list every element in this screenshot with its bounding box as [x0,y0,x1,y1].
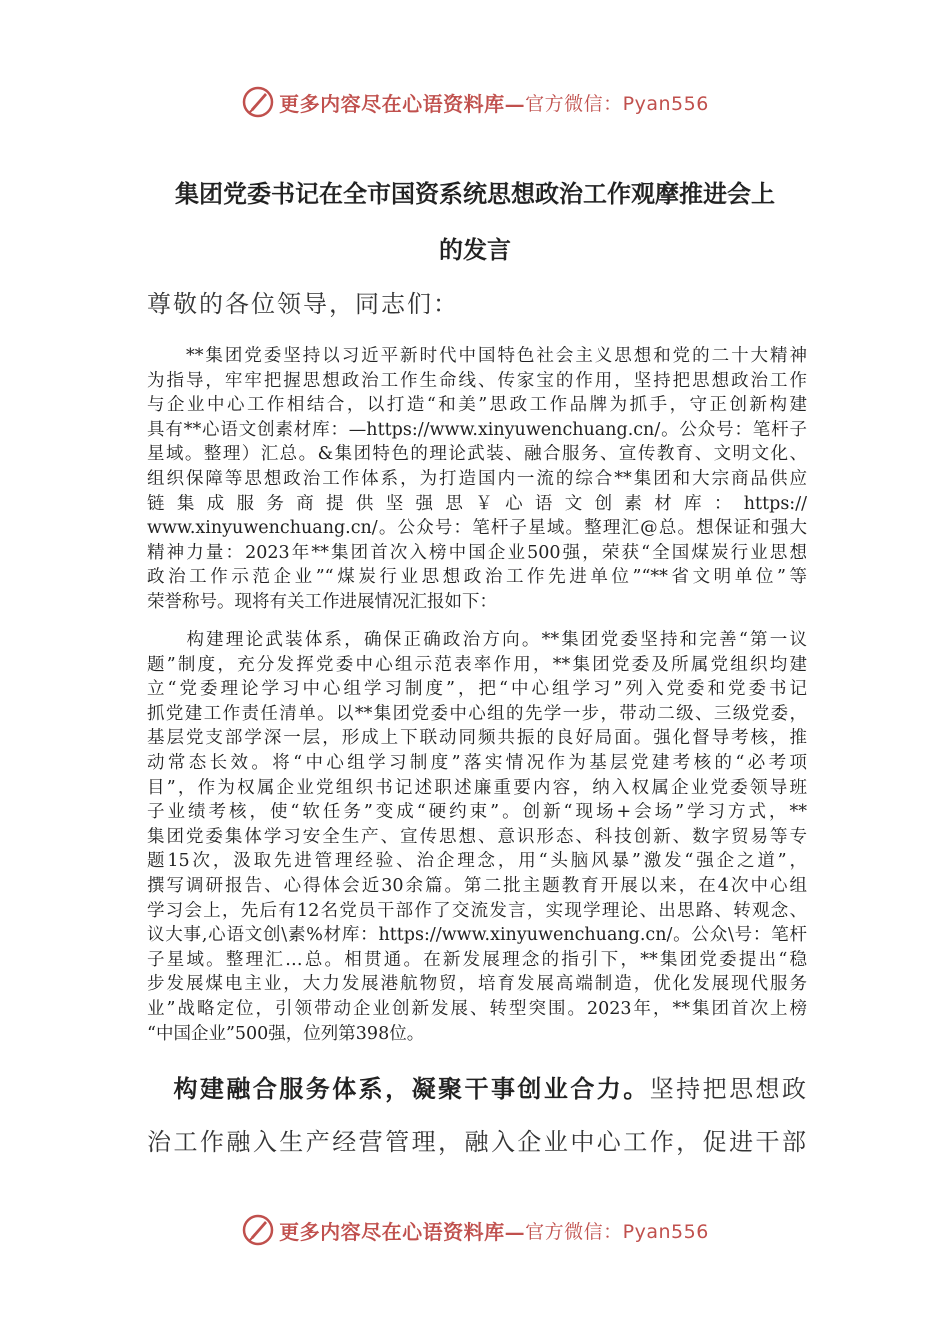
top-watermark-banner [0,82,950,122]
paragraph-line: 立“党委理论学习中心组学习制度”，把“中心组学习”列入党委和党委书记 [147,679,807,700]
paragraph-line: 业”战略定位，引领带动企业创新发展、转型突围。2023年，**集团首次上榜 [147,998,807,1019]
section-paragraph [147,1062,807,1169]
banner-text: 更多内容尽在心语资料库— [279,1219,526,1244]
paragraph-line: 撰写调研报告、心得体会近30余篇。第二批主题教育开展以来，在4次中心组 [147,875,807,896]
paragraph-2 [147,628,807,1046]
paragraph-line: 步发展煤电主业，大力发展港航物贸，培育发展高端制造，优化发展现代服务 [147,974,807,995]
section-line-2: 治工作融入生产经营管理，融入企业中心工作，促进干部 [147,1128,807,1156]
paragraph-line: 精神力量：2023年**集团首次入榜中国企业500强，荣获“全国煤炭行业思想 [147,542,807,563]
paragraph-line: 题15次，汲取先进管理经验、治企理念，用“头脑风暴”激发“强企之道”， [147,851,807,872]
quill-logo-icon [241,1213,275,1247]
paragraph-line: **集团党委坚持以习近平新时代中国特色社会主义思想和党的二十大精神 [147,346,807,366]
paragraph-line: 基层党支部学深一层，形成上下联动同频共振的良好局面。强化督导考核，推 [147,728,807,749]
section-line-1: ​构建融合服务体系，凝聚干事创业合力。坚持把思想政 [147,1074,808,1103]
paragraph-line: 组织保障等思想政治工作体系，为打造国内一流的综合**集团和大宗商品供应 [147,468,807,489]
paragraph-line: 抓党建工作责任清单。以**集团党委中心组的先学一步，带动二级、三级党委， [147,703,807,724]
paragraph-line: “中国企业”500强，位列第398位。 [147,1023,425,1044]
banner-suffix: 官方微信：Pyan556 [525,1220,709,1243]
paragraph-line: 构建理论武装体系，确保正确政治方向。**集团党委坚持和完善“第一议 [147,630,807,650]
bottom-watermark-banner [0,1210,950,1250]
banner-text: 更多内容尽在心语资料库— [279,91,526,116]
paragraph-line: 动常态长效。将“中心组学习制度”落实情况作为基层党建考核的“必考项 [147,752,807,773]
paragraph-line: 链 集 成 服 务 商 提 供 坚 强 思 ￥ 心 语 文 创 素 材 库 ： https:// [147,493,807,514]
paragraph-line: 具有**心语文创素材库：—https://www.xinyuwenchuang.cn/。公众号：笔杆子 [147,419,807,440]
paragraph-line: 子星域。整理汇…总。相贯通。在新发展理念的指引下，**集团党委提出“稳 [147,949,807,970]
document-title [145,166,805,278]
banner-suffix: 官方微信：Pyan556 [525,92,709,115]
section-rest: 坚持把思想政 [649,1075,808,1103]
quill-logo-icon [241,85,275,119]
paragraph-line: 学习会上，先后有12名党员干部作了交流发言，实现学理论、出思路、转观念、 [147,900,807,921]
paragraph-line: 荣誉称号。现将有关工作进展情况汇报如下： [147,591,497,612]
salutation: 尊敬的各位领导，同志们： [147,290,459,318]
paragraph-line: 政治工作示范企业”“煤炭行业思想政治工作先进单位”“**省文明单位”等 [147,567,807,588]
title-line-1: 集团党委书记在全市国资系统思想政治工作观摩推进会上 [175,179,775,208]
paragraph-line: 子业绩考核，使“软任务”变成“硬约束”。创新“现场+会场”学习方式，** [147,802,807,823]
paragraph-line: www.xinyuwenchuang.cn/。公众号：笔杆子星域。整理汇@总。想保证和强大 [147,518,807,539]
paragraph-line: 目”，作为权属企业党组织书记述职述廉重要内容，纳入权属企业党委领导班 [147,777,807,798]
paragraph-line: 星域。整理）汇总。&集团特色的理论武装、融合服务、宣传教育、文明文化、 [147,444,807,465]
paragraph-line: 与企业中心工作相结合，以打造“和美”思政工作品牌为抓手，守正创新构建 [147,395,807,416]
paragraph-1 [147,344,807,615]
paragraph-line: 集团党委集体学习安全生产、宣传思想、意识形态、科技创新、数字贸易等专 [147,826,807,847]
section-heading: 构建融合服务体系，凝聚干事创业合力。 [173,1074,650,1103]
paragraph-line: 为指导，牢牢把握思想政治工作生命线、传家宝的作用，坚持把思想政治工作 [147,370,807,391]
paragraph-line: 题”制度，充分发挥党委中心组示范表率作用，**集团党委及所属党组织均建 [147,654,807,675]
title-line-2: 的发言 [439,235,511,264]
paragraph-line: 议大事,心语文创\素%材库：https://www.xinyuwenchuang.cn/。公众\号：笔杆 [147,925,807,946]
